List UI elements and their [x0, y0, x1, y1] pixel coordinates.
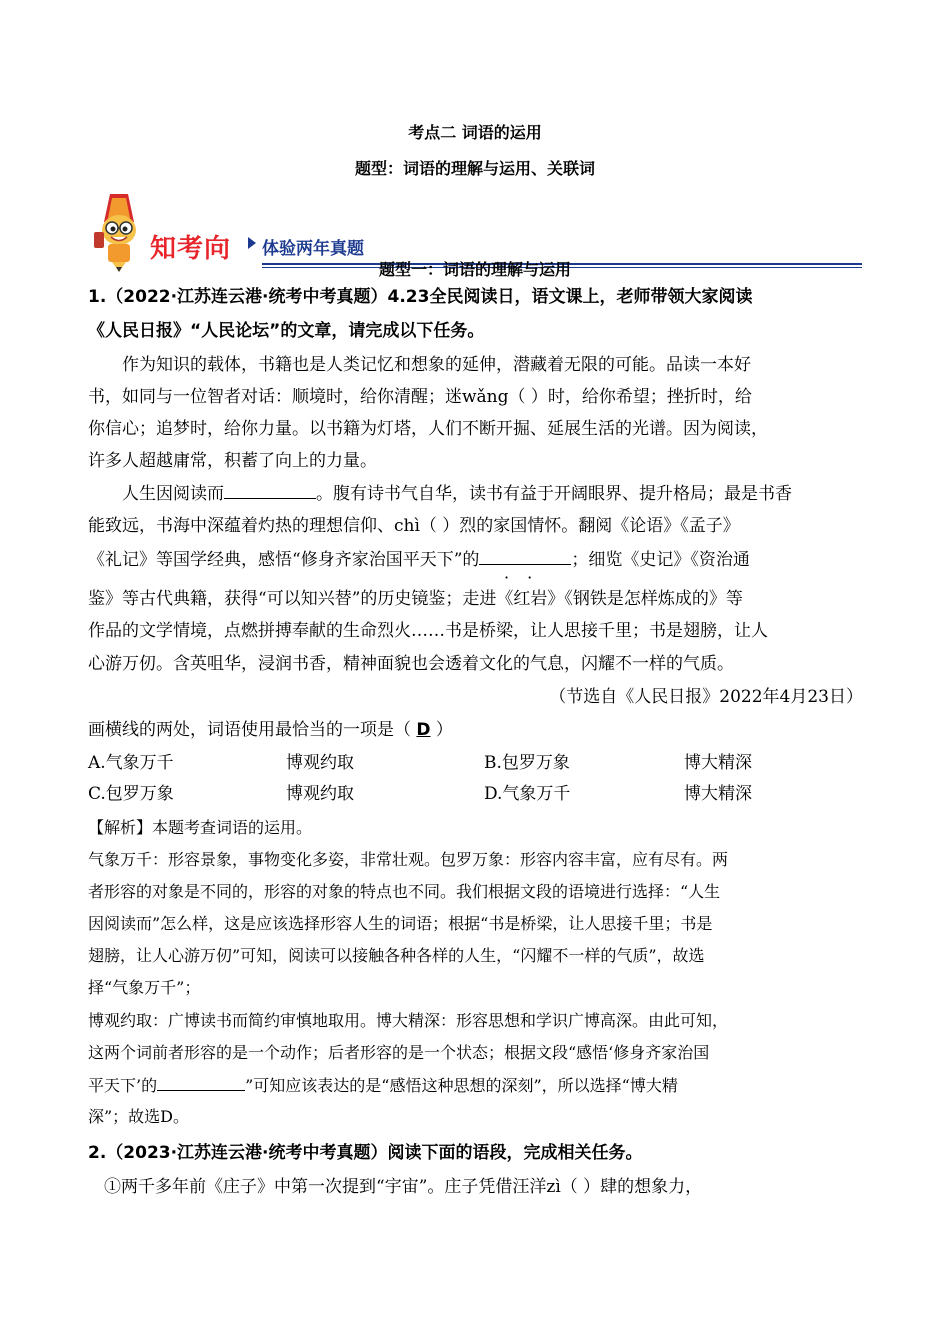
prompt-text: ） [430, 720, 453, 740]
passage-line: 你信心；追梦时，给你力量。以书籍为灯塔，人们不断开掘、延展生活的光谱。因为阅读， [88, 419, 768, 439]
question-1-stem: 1.（2022·江苏连云港·统考中考真题）4.23全民阅读日，语文课上，老师带领大家阅读 [88, 287, 753, 307]
passage-line: ①两千多年前《庄子》中第一次提到“宇宙”。庄子凭借汪洋zì（ ）肆的想象力， [104, 1177, 703, 1197]
passage-line: 书，如同与一位智者对话：顺境时，给你清醒；迷wǎng（ ）时，给你希望；挫折时，给 [88, 387, 752, 407]
analysis-line: 因阅读而”怎么样，这是应该选择形容人生的词语；根据“书是桥梁，让人思接千里；书是 [88, 914, 713, 933]
analysis-line [88, 1074, 863, 1097]
passage-source: （节选自《人民日报》2022年4月23日） [549, 687, 863, 707]
option-a-second: 博观约取 [286, 753, 354, 773]
emphasis-dots: ·· [504, 568, 551, 587]
passage-text: ；细览《史记》《资治通 [571, 550, 750, 570]
passage-line [122, 482, 863, 505]
analysis-line: 择“气象万千”； [88, 978, 201, 997]
option-b: B.包罗万象 [484, 753, 570, 773]
option-c-second: 博观约取 [286, 784, 354, 804]
passage-line: 心游万仞。含英咀华，浸润书香，精神面貌也会透着文化的气息，闪耀不一样的气质。 [88, 654, 734, 674]
analysis-line: 这两个词前者形容的是一个动作；后者形容的是一个状态；根据文段“感悟‘修身齐家治国 [88, 1043, 710, 1062]
option-a: A.气象万千 [88, 753, 174, 773]
passage-text: 。腹有诗书气自华，读书有益于开阔眼界、提升格局；最是书香 [316, 484, 792, 504]
banner-arrow-icon [248, 237, 256, 249]
passage-line: 作为知识的载体，书籍也是人类记忆和想象的延伸，潜藏着无限的可能。品读一本好 [122, 355, 751, 375]
analysis-line: 深”；故选D。 [88, 1107, 190, 1126]
passage-line: 鉴》等古代典籍，获得“可以知兴替”的历史镜鉴；走进《红岩》《钢铁是怎样炼成的》等 [88, 589, 743, 609]
analysis-line: 翅膀，让人心游万仞”可知，阅读可以接触各种各样的人生，“闪耀不一样的气质”，故选 [88, 946, 705, 965]
option-c: C.包罗万象 [88, 784, 174, 804]
page-title: 考点二 词语的运用 [408, 123, 542, 142]
question-prompt [88, 719, 863, 741]
passage-text: 《礼记》等国学经典，感悟“修身齐家治国平天下”的 [88, 550, 480, 570]
option-b-second: 博大精深 [684, 753, 752, 773]
question-1-stem-cont: 《人民日报》“人民论坛”的文章，请完成以下任务。 [88, 321, 485, 341]
analysis-text: 平天下’的 [88, 1076, 158, 1095]
option-d: D.气象万千 [484, 784, 571, 804]
answer-mark: D [416, 720, 431, 740]
analysis-text: ”可知应该表达的是“感悟这种思想的深刻”，所以选择“博大精 [245, 1076, 678, 1095]
analysis-line: 博观约取：广博读书而简约审慎地取用。博大精深：形容思想和学识广博高深。由此可知， [88, 1011, 729, 1030]
banner-title: 知考向 [150, 234, 232, 264]
passage-line [88, 548, 863, 571]
option-d-second: 博大精深 [684, 784, 752, 804]
banner-subtitle: 体验两年真题 [262, 239, 364, 259]
fill-blank [479, 548, 571, 565]
analysis-line: 气象万千：形容景象，事物变化多姿，非常壮观。包罗万象：形容内容丰富，应有尽有。两 [88, 850, 729, 869]
prompt-text: 画横线的两处，词语使用最恰当的一项是（ [88, 720, 417, 740]
passage-line: 许多人超越庸常，积蓄了向上的力量。 [88, 451, 377, 471]
fill-blank [157, 1074, 245, 1091]
passage-text: 人生因阅读而 [122, 484, 224, 504]
page-subtitle: 题型：词语的理解与运用、关联词 [354, 159, 595, 178]
passage-line: 能致远，书海中深蕴着灼热的理想信仰、chì（ ）烈的家国情怀。翻阅《论语》《孟子》 [88, 516, 740, 536]
analysis-line: 者形容的对象是不同的，形容的对象的特点也不同。我们根据文段的语境进行选择：“人生 [88, 882, 721, 901]
section-heading: 题型一：词语的理解与运用 [378, 260, 571, 279]
analysis-heading: 【解析】本题考查词语的运用。 [88, 818, 313, 837]
fill-blank [224, 482, 316, 499]
passage-line: 作品的文学情境，点燃拼搏奉献的生命烈火……书是桥梁，让人思接千里；书是翅膀，让人 [88, 621, 768, 641]
question-2-stem: 2.（2023·江苏连云港·统考中考真题）阅读下面的语段，完成相关任务。 [88, 1143, 643, 1163]
